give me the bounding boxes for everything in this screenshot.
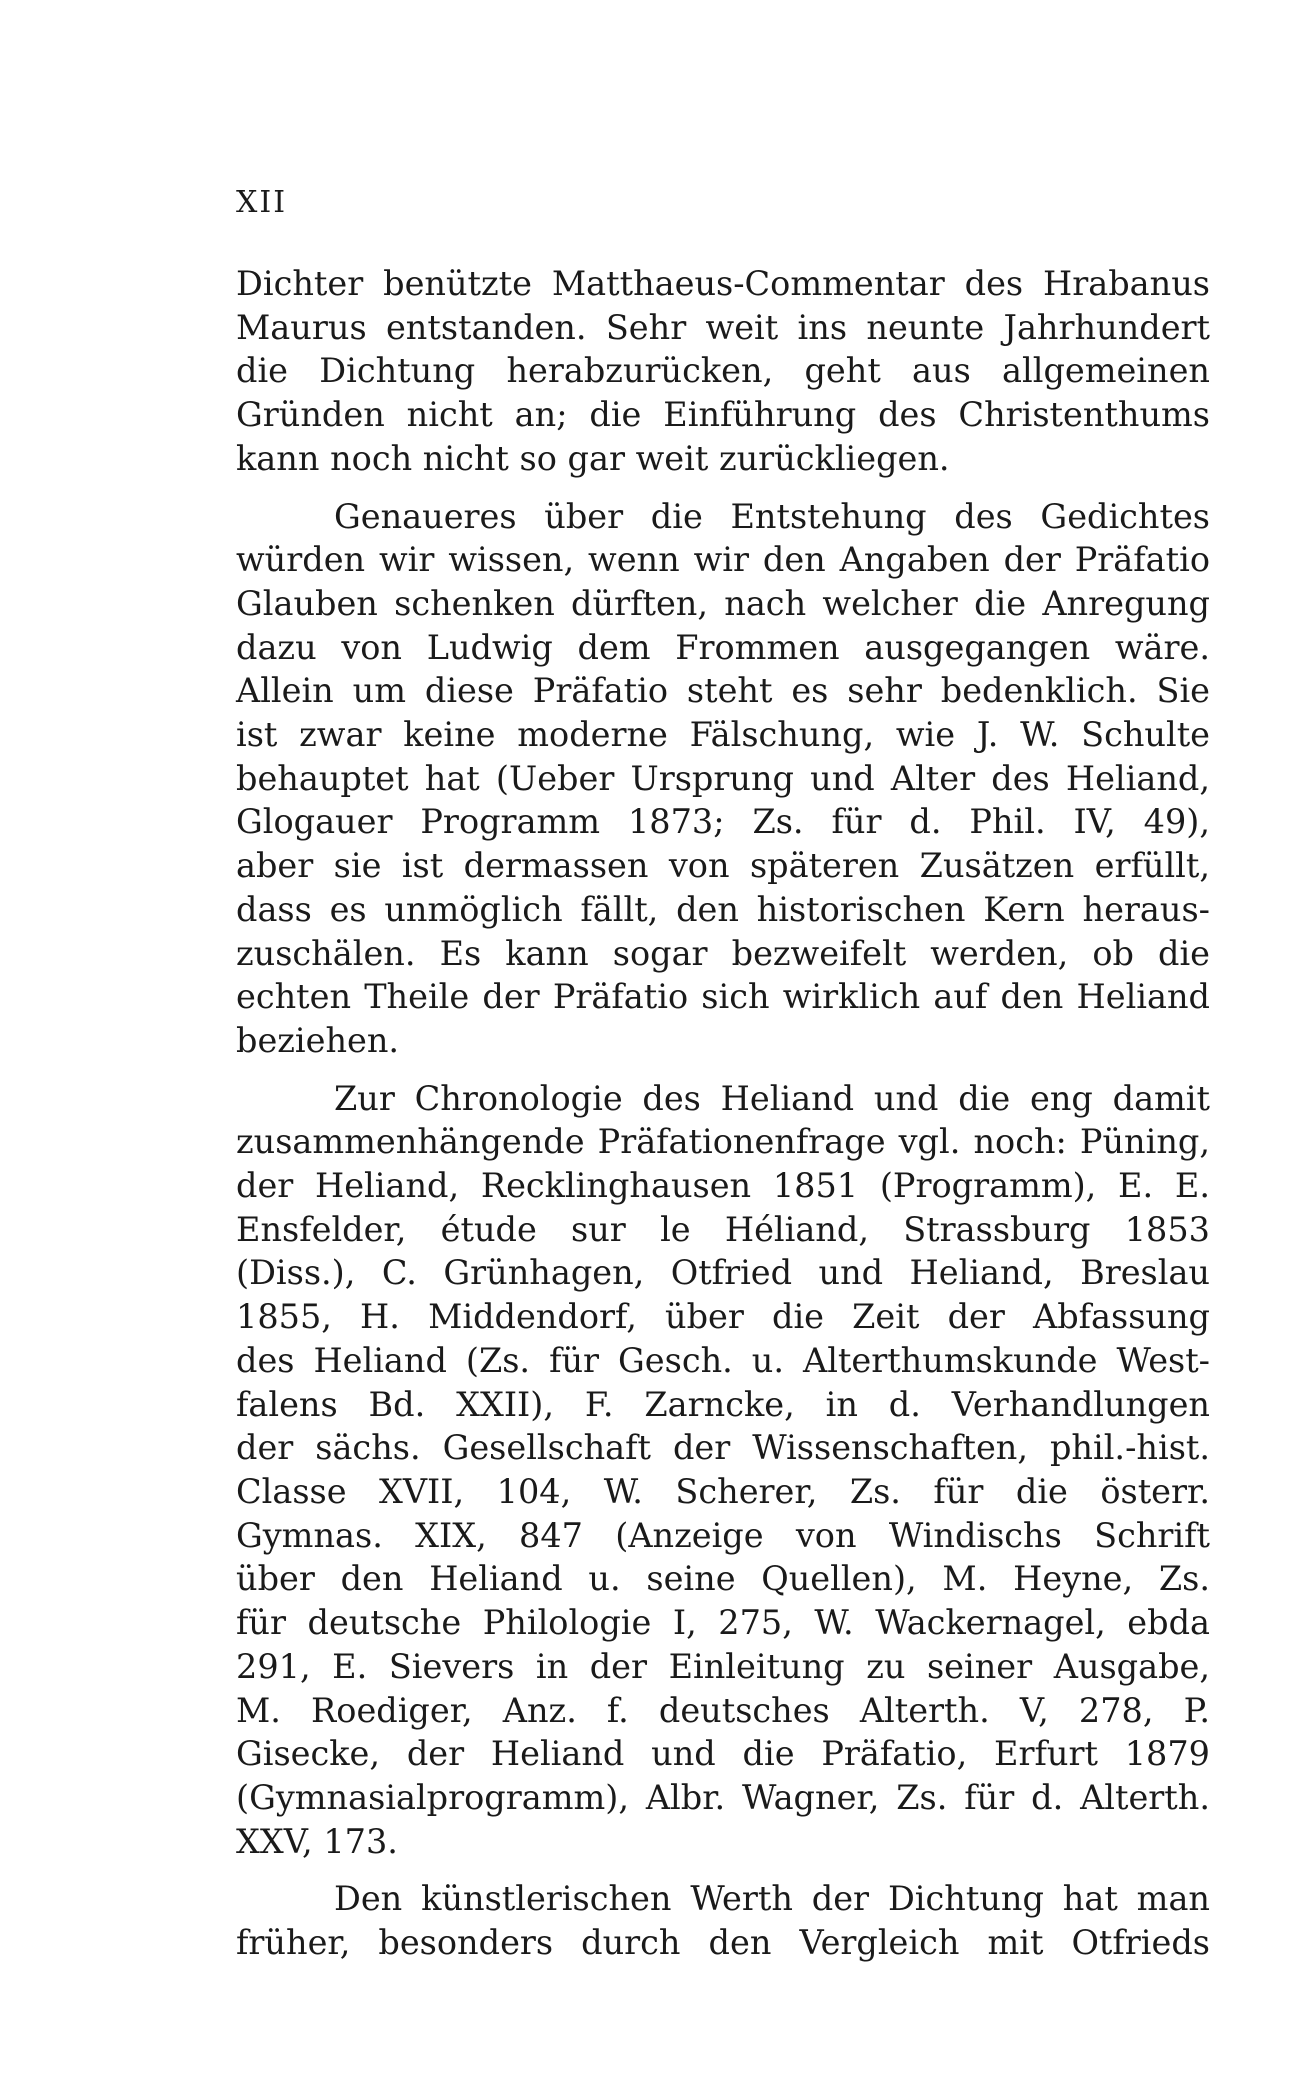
text-line: Gymnas. XIX, 847 (Anzeige von Windischs Schrift: [236, 1515, 1210, 1555]
paragraph-1: [236, 262, 1210, 481]
text-line: Dichter benützte Matthaeus-Commentar des Hrabanus: [236, 264, 1210, 303]
text-line: zusammenhängende Präfationenfrage vgl. noch: Püning,: [236, 1122, 1210, 1162]
text-line: Allein um diese Präfatio steht es sehr bedenklich. Sie: [236, 671, 1210, 711]
text-line: dass es unmöglich fällt, den historischen Kern heraus-: [236, 889, 1210, 929]
text-line: die Dichtung herabzurücken, geht aus allgemeinen: [236, 351, 1210, 391]
text-line: M. Roediger, Anz. f. deutsches Alterth. V, 278, P.: [236, 1690, 1210, 1730]
text-line: falens Bd. XXII), F. Zarncke, in d. Verhandlungen: [236, 1384, 1210, 1424]
text-line: XXV, 173.: [236, 1821, 398, 1861]
text-line: 1855, H. Middendorf, über die Zeit der Abfassung: [236, 1297, 1210, 1337]
text-line: Classe XVII, 104, W. Scherer, Zs. für die österr.: [236, 1471, 1210, 1511]
text-line: Ensfelder, étude sur le Héliand, Strassburg 1853: [236, 1209, 1210, 1249]
text-line: dazu von Ludwig dem Frommen ausgegangen wäre.: [236, 627, 1210, 667]
text-line: (Gymnasialprogramm), Albr. Wagner, Zs. für d. Alterth.: [236, 1777, 1210, 1817]
paragraph-2: [236, 495, 1210, 1063]
text-line: Gisecke, der Heliand und die Präfatio, Erfurt 1879: [236, 1734, 1210, 1774]
text-line: würden wir wissen, wenn wir den Angaben der Präfatio: [236, 540, 1210, 580]
text-line: (Diss.), C. Grünhagen, Otfried und Heliand, Breslau: [236, 1253, 1210, 1293]
text-line: Zur Chronologie des Heliand und die eng damit: [334, 1078, 1210, 1118]
text-line: ist zwar keine moderne Fälschung, wie J. W. Schulte: [236, 715, 1210, 755]
text-line: der Heliand, Recklinghausen 1851 (Programm), E. E.: [236, 1166, 1210, 1206]
text-line: echten Theile der Präfatio sich wirklich auf den Heliand: [236, 977, 1210, 1017]
text-line: für deutsche Philologie I, 275, W. Wackernagel, ebda: [236, 1603, 1210, 1643]
text-line: der sächs. Gesellschaft der Wissenschaften, phil.-hist.: [236, 1428, 1210, 1468]
body-text: [236, 262, 1210, 1979]
text-line: aber sie ist dermassen von späteren Zusätzen erfüllt,: [236, 846, 1210, 886]
text-line: beziehen.: [236, 1020, 400, 1060]
text-line: Maurus entstanden. Sehr weit ins neunte Jahrhundert: [236, 307, 1210, 347]
text-line: Glogauer Programm 1873; Zs. für d. Phil. IV, 49),: [236, 802, 1210, 842]
text-line: des Heliand (Zs. für Gesch. u. Alterthumskunde West-: [236, 1340, 1210, 1380]
text-line: Gründen nicht an; die Einführung des Christenthums: [236, 395, 1210, 435]
text-line: kann noch nicht so gar weit zurückliegen.: [236, 438, 950, 478]
text-line: zuschälen. Es kann sogar bezweifelt werden, ob die: [236, 933, 1210, 973]
text-line: früher, besonders durch den Vergleich mit Otfrieds: [236, 1923, 1210, 1963]
text-line: behauptet hat (Ueber Ursprung und Alter des Heliand,: [236, 758, 1210, 798]
text-line: Genaueres über die Entstehung des Gedichtes: [334, 496, 1210, 536]
text-line: 291, E. Sievers in der Einleitung zu seiner Ausgabe,: [236, 1646, 1210, 1686]
paragraph-3: [236, 1077, 1210, 1864]
text-line: Den künstlerischen Werth der Dichtung hat man: [334, 1879, 1210, 1919]
text-line: über den Heliand u. seine Quellen), M. Heyne, Zs.: [236, 1559, 1210, 1599]
paragraph-4: [236, 1877, 1210, 1964]
page-number: XII: [236, 185, 288, 220]
text-line: Glauben schenken dürften, nach welcher die Anregung: [236, 583, 1210, 623]
